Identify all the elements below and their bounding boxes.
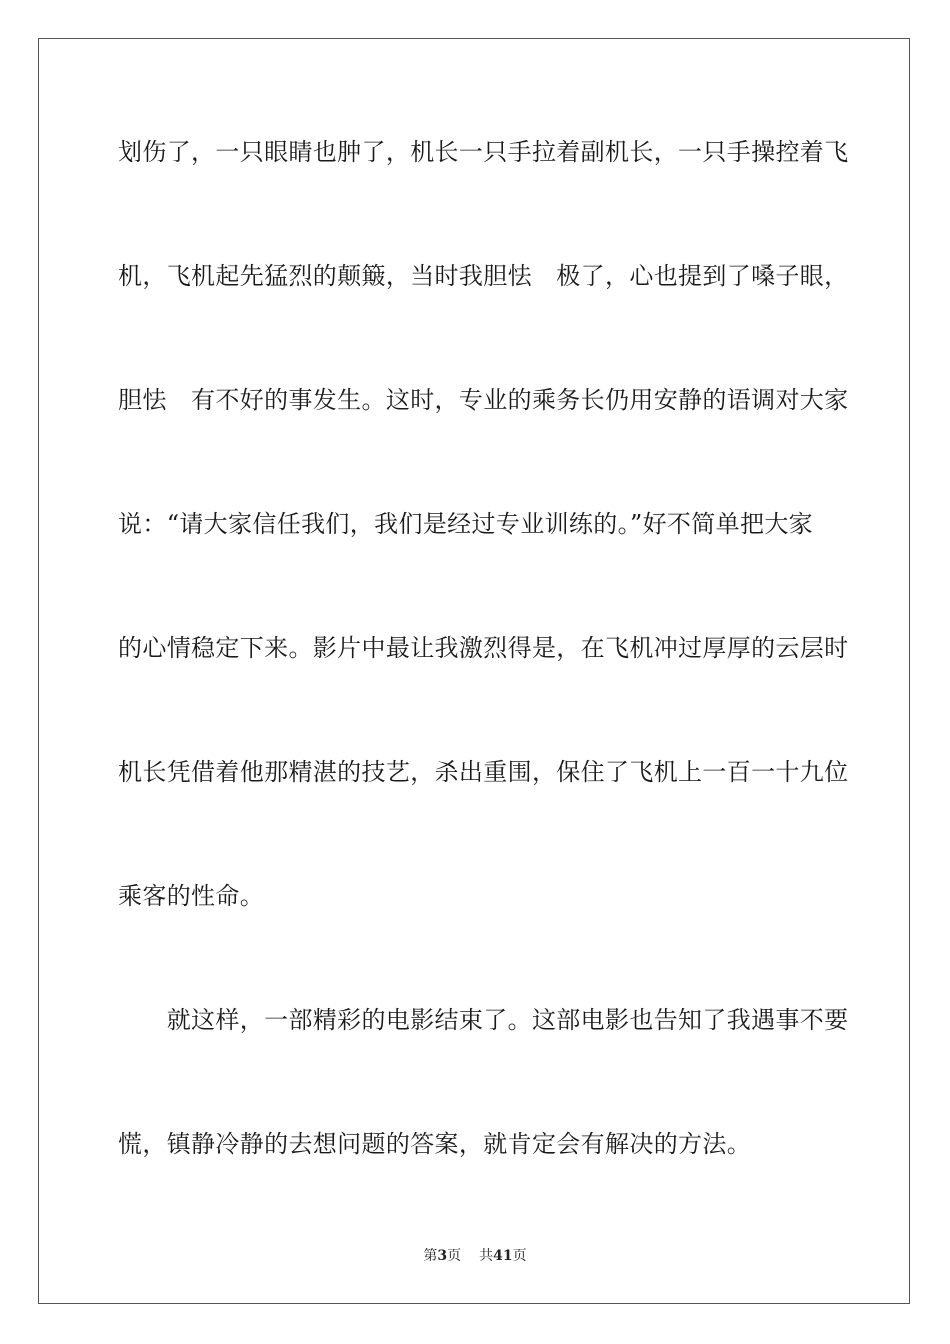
page-border — [38, 38, 910, 1304]
text-line-1: 划伤了，一只眼睛也肿了，机长一只手拉着副机长，一只手操控着飞 — [118, 138, 849, 166]
total-suffix: 页 — [512, 1248, 527, 1264]
total-prefix: 共 — [479, 1248, 494, 1264]
page-number: 3 — [437, 1248, 448, 1264]
page-footer — [0, 1246, 950, 1266]
text-line-5: 的心情稳定下来。影片中最让我激烈得是，在飞机冲过厚厚的云层时 — [118, 634, 849, 662]
text-line-4: 说：“请大家信任我们，我们是经过专业训练的。”好不简单把大家 — [118, 510, 814, 538]
text-line-7: 乘客的性命。 — [118, 882, 265, 910]
total-pages: 41 — [493, 1248, 513, 1264]
text-line-8: 就这样，一部精彩的电影结束了。这部电影也告知了我遇事不要 — [118, 1006, 849, 1034]
text-line-3: 胆怯 有不好的事发生。这时，专业的乘务长仍用安静的语调对大家 — [118, 386, 849, 414]
page-prefix: 第 — [423, 1248, 438, 1264]
text-line-9: 慌，镇静冷静的去想问题的答案，就肯定会有解决的方法。 — [118, 1130, 752, 1158]
text-line-2: 机，飞机起先猛烈的颠簸，当时我胆怯 极了，心也提到了嗓子眼， — [118, 262, 849, 290]
text-line-6: 机长凭借着他那精湛的技艺，杀出重围，保住了飞机上一百一十九位 — [118, 758, 849, 786]
page-suffix: 页 — [447, 1248, 462, 1264]
